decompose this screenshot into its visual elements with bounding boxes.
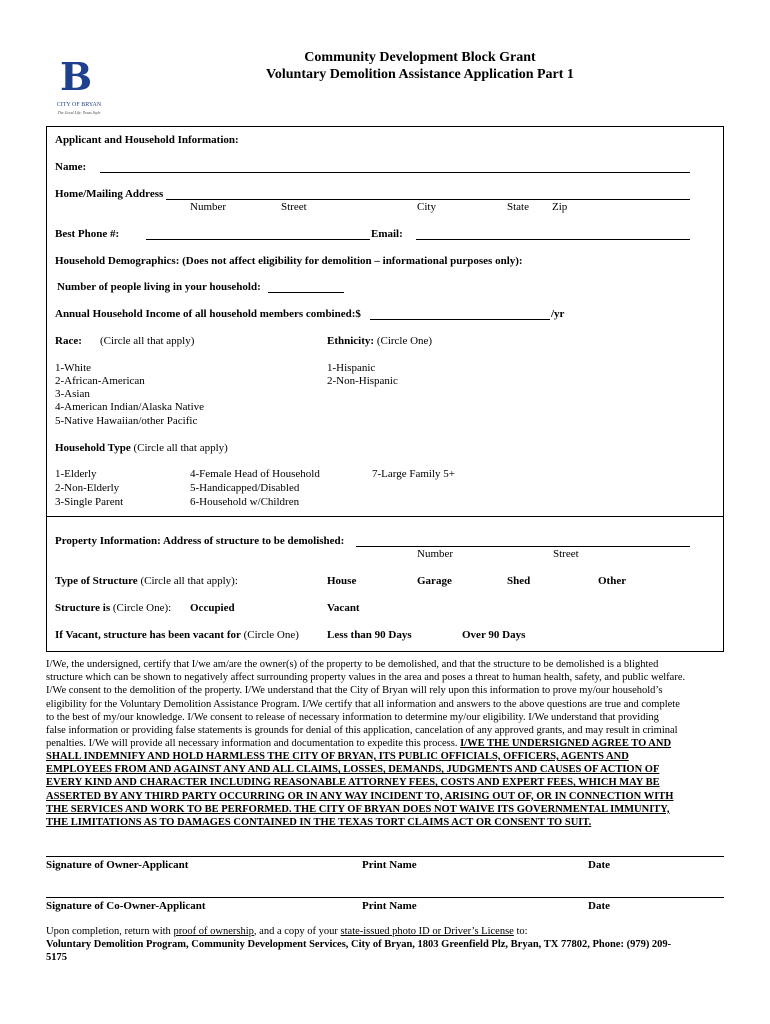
structure-vacant-option[interactable]: Vacant xyxy=(327,602,360,614)
household-option[interactable]: 7-Large Family 5+ xyxy=(372,468,455,480)
household-type-label: Household Type xyxy=(55,442,131,454)
return-address: Voluntary Demolition Program, Community Development Services, City of Bryan, 1803 Greenfield Plz, Bryan, TX 77802, Phone: (979) 209- xyxy=(46,939,672,950)
ethnicity-label: Ethnicity: xyxy=(327,335,375,347)
owner-date-label: Date xyxy=(588,859,610,871)
owner-print-name-label: Print Name xyxy=(362,859,417,871)
ethnicity-option[interactable]: 1-Hispanic xyxy=(327,362,376,374)
address-sub-street: Street xyxy=(281,201,307,213)
ethnicity-option[interactable]: 2-Non-Hispanic xyxy=(327,375,398,387)
co-owner-print-name-label: Print Name xyxy=(362,900,417,912)
owner-signature-line[interactable] xyxy=(46,856,724,857)
indemnity-line: THE SERVICES AND WORK TO BE PERFORMED. THE CITY OF BRYAN DOES NOT WAIVE ITS GOVERNMENTAL IMMUNITY, xyxy=(46,803,670,815)
home-address-field[interactable] xyxy=(166,199,690,200)
household-option[interactable]: 1-Elderly xyxy=(55,468,97,480)
owner-signature-label: Signature of Owner-Applicant xyxy=(46,859,189,871)
demographics-label: Household Demographics: (Does not affect eligibility for demolition – informational purposes only): xyxy=(55,255,523,267)
co-owner-signature-label: Signature of Co-Owner-Applicant xyxy=(46,900,206,912)
phone-label: Best Phone #: xyxy=(55,228,120,240)
address-sub-zip: Zip xyxy=(552,201,568,213)
household-people-label: Number of people living in your household: xyxy=(57,281,261,293)
co-owner-date-label: Date xyxy=(588,900,610,912)
household-option[interactable]: 4-Female Head of Household xyxy=(190,468,320,480)
vacant-duration-label: If Vacant, structure has been vacant for xyxy=(55,629,241,641)
indemnity-line: ASSERTED BY ANY THIRD PARTY OCCURRING OR IN ANY WAY INCIDENT TO, ARISING OUT OF, OR IN CONNECTION WITH xyxy=(46,790,674,802)
certification-line: I/We, the undersigned, certify that I/we am/are the owner(s) of the property to be demolished, and that the structure to be demolished is a blighted xyxy=(46,659,659,670)
applicant-section-box xyxy=(46,126,724,517)
email-label: Email: xyxy=(371,228,403,240)
income-suffix: /yr xyxy=(551,308,565,320)
email-field[interactable] xyxy=(416,239,690,240)
race-option[interactable]: 3-Asian xyxy=(55,388,90,400)
logo-letter: B xyxy=(60,54,93,99)
return-instructions: Upon completion, return with proof of ownership, and a copy of your state-issued photo ID or Driver’s License to: xyxy=(46,926,528,937)
certification-line: false information or providing false statements is grounds for denial of this application, cancelation of any approved grants, and may result in criminal xyxy=(46,725,678,737)
structure-is-label: Structure is xyxy=(55,602,111,614)
property-address-field[interactable] xyxy=(356,546,690,547)
vacant-over-90-option[interactable]: Over 90 Days xyxy=(462,629,526,641)
certification-last-line: penalties. I/We will provide all necessary information and documentation to expedite this process. xyxy=(46,738,461,750)
photo-id-text: state-issued photo ID or Driver’s License xyxy=(340,926,514,937)
property-address-label: Property Information: Address of structure to be demolished: xyxy=(55,535,345,547)
co-owner-signature-line[interactable] xyxy=(46,897,724,898)
address-sub-number: Number xyxy=(190,201,227,213)
ethnicity-note: (Circle One) xyxy=(376,335,433,347)
income-label: Annual Household Income of all household members combined:$ xyxy=(55,308,361,320)
indemnity-line: EMPLOYEES FROM AND AGAINST ANY AND ALL CLAIMS, LOSSES, DEMANDS, JUDGMENTS AND CAUSES OF ACTION OF xyxy=(46,764,660,776)
return-address-cont: 5175 xyxy=(46,952,67,963)
household-people-field[interactable] xyxy=(268,292,344,293)
address-sub-state: State xyxy=(507,201,529,213)
applicant-heading: Applicant and Household Information: xyxy=(55,134,239,146)
certification-line: structure which can be shown to negatively affect surrounding property values in the area and poses a threat to human health, safety, and public welfare. xyxy=(46,672,686,684)
structure-option-house[interactable]: House xyxy=(327,575,357,587)
household-option[interactable]: 5-Handicapped/Disabled xyxy=(190,482,300,494)
race-label: Race: xyxy=(55,335,82,347)
structure-type-label: Type of Structure xyxy=(55,575,138,587)
address-sub-city: City xyxy=(417,201,436,213)
structure-option-other[interactable]: Other xyxy=(598,575,627,587)
race-option[interactable]: 1-White xyxy=(55,362,92,374)
logo-city-name: CITY OF BRYAN xyxy=(56,102,102,108)
household-option[interactable]: 2-Non-Elderly xyxy=(55,482,120,494)
income-field[interactable] xyxy=(370,319,550,320)
structure-occupied-option[interactable]: Occupied xyxy=(190,602,235,614)
property-sub-street: Street xyxy=(553,548,579,560)
structure-type-note: (Circle all that apply): xyxy=(140,575,238,587)
certification-line: to the best of my/our knowledge. I/We consent to release of necessary information to determine my/our eligibility. I/We understand that providing xyxy=(46,711,659,723)
home-address-label: Home/Mailing Address xyxy=(55,188,164,200)
indemnity-clause xyxy=(46,750,726,829)
race-note: (Circle all that apply) xyxy=(100,335,195,347)
form-title-line2: Voluntary Demolition Assistance Application Part 1 xyxy=(266,67,574,82)
structure-is-note: (Circle One): xyxy=(112,602,172,614)
race-option[interactable]: 2-African-American xyxy=(55,375,145,387)
vacant-duration-note: (Circle One) xyxy=(243,629,299,641)
name-field[interactable] xyxy=(100,172,690,173)
form-title-line1: Community Development Block Grant xyxy=(304,50,536,65)
indemnity-line: THE LIMITATIONS AS TO DAMAGES CONTAINED IN THE TEXAS TORT CLAIMS ACT OR CONSENT TO SUIT. xyxy=(46,817,592,829)
indemnity-lead: I/WE THE UNDERSIGNED AGREE TO AND xyxy=(460,738,672,750)
race-option[interactable]: 5-Native Hawaiian/other Pacific xyxy=(55,415,198,427)
indemnity-line: EVERY KIND AND CHARACTER INCLUDING REASONABLE ATTORNEY FEES, COSTS AND EXPERT FEES, WHICH MAY BE xyxy=(46,777,660,789)
certification-line: eligibility for the Voluntary Demolition Assistance Program. I/We certify that all information and answers to the above questions are true and complete xyxy=(46,698,680,710)
indemnity-line: SHALL INDEMNIFY AND HOLD HARMLESS THE CITY OF BRYAN, ITS PUBLIC OFFICIALS, OFFICERS, AGENTS AND xyxy=(46,751,629,762)
certification-line: I/We consent to the demolition of the property. I/We understand that the City of Bryan will rely upon this information to prove my/our household’s xyxy=(46,685,663,697)
structure-option-garage[interactable]: Garage xyxy=(417,575,452,587)
phone-field[interactable] xyxy=(146,239,370,240)
proof-of-ownership-text: proof of ownership xyxy=(173,926,254,937)
city-of-bryan-logo xyxy=(46,52,112,120)
vacant-less-90-option[interactable]: Less than 90 Days xyxy=(327,629,412,641)
race-option[interactable]: 4-American Indian/Alaska Native xyxy=(55,401,205,413)
certification-paragraph xyxy=(46,658,726,750)
name-label: Name: xyxy=(55,161,87,173)
structure-option-shed[interactable]: Shed xyxy=(507,575,531,587)
household-option[interactable]: 3-Single Parent xyxy=(55,496,124,508)
property-sub-number: Number xyxy=(417,548,454,560)
household-option[interactable]: 6-Household w/Children xyxy=(190,496,300,508)
household-type-note: (Circle all that apply) xyxy=(133,442,228,454)
logo-tagline: The Good Life, Texas Style xyxy=(57,110,101,115)
